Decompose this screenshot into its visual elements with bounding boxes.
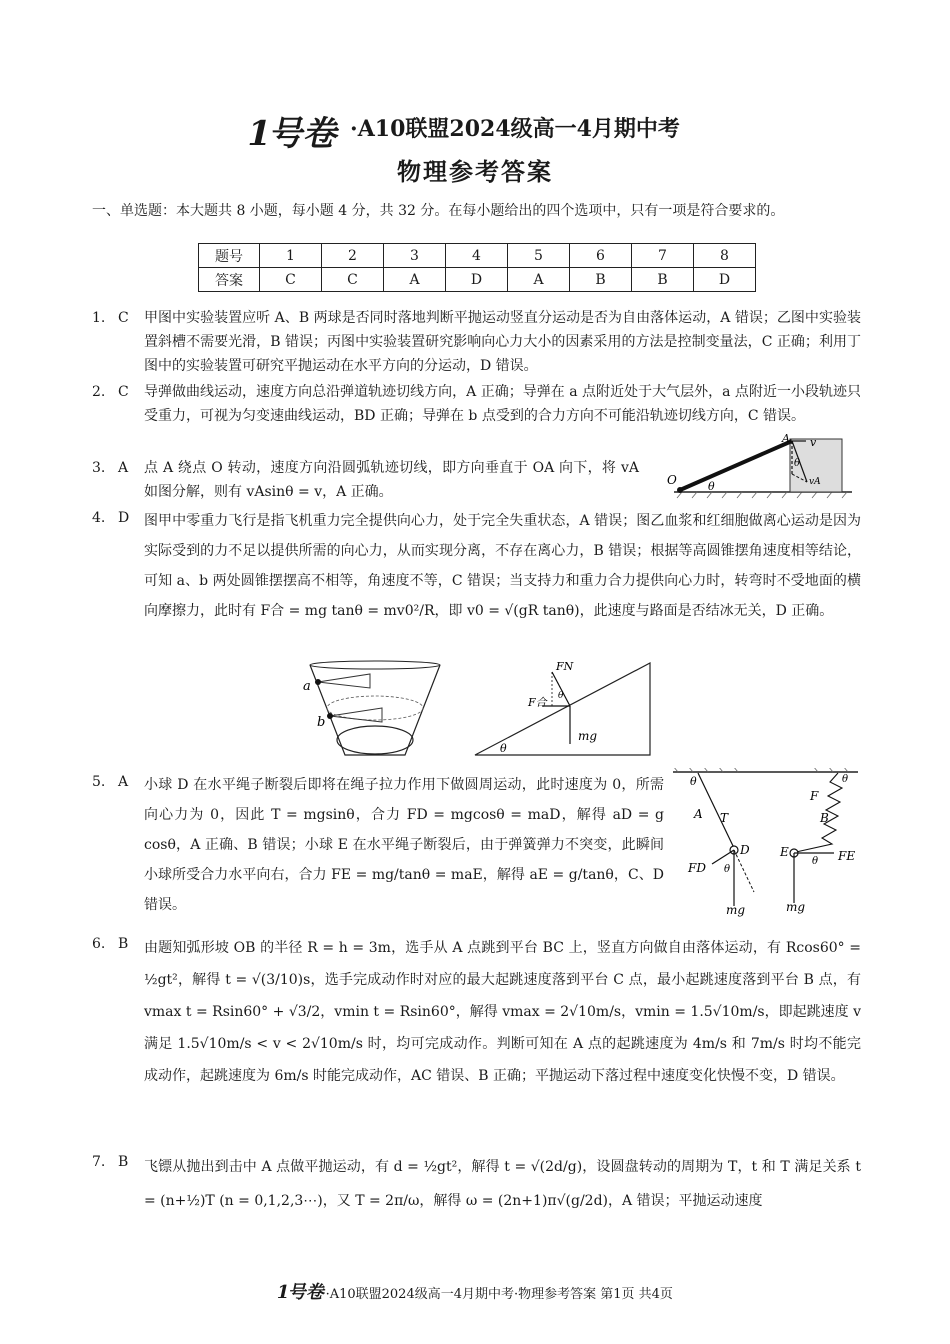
- table-cell: A: [508, 268, 570, 292]
- table-cell: 4: [446, 244, 508, 268]
- table-cell: 8: [694, 244, 756, 268]
- label-theta-2: θ: [558, 691, 564, 701]
- label-theta: θ: [500, 742, 507, 755]
- section-heading: 一、单选题：本大题共 8 小题，每小题 4 分，共 32 分。在每小题给出的四个选项中，只有一项是符合要求的。: [92, 203, 785, 219]
- label-vA: vA: [809, 477, 821, 487]
- table-cell: 3: [384, 244, 446, 268]
- label-FN: FN: [556, 660, 574, 673]
- table-cell: D: [694, 268, 756, 292]
- page-footer: [0, 1278, 950, 1304]
- footer-text: ·A10联盟2024级高一4月期中考·物理参考答案 第1页 共4页: [325, 1287, 673, 1302]
- table-cell: 6: [570, 244, 632, 268]
- table-cell: A: [384, 268, 446, 292]
- label-theta-E: θ: [812, 856, 819, 867]
- label-theta-rope: θ: [690, 775, 697, 788]
- label-T: T: [720, 811, 729, 825]
- table-cell: B: [570, 268, 632, 292]
- label-theta: θ: [794, 458, 801, 469]
- table-cell: 1: [260, 244, 322, 268]
- label-F: F: [810, 789, 819, 803]
- label-E: E: [780, 845, 789, 859]
- label-v: v: [810, 436, 817, 449]
- figure-banked-turn: [470, 658, 660, 758]
- label-D: D: [740, 843, 750, 857]
- page-title: ·A10联盟2024级高一4月期中考: [350, 116, 680, 142]
- label-theta-spring: θ: [842, 774, 849, 785]
- table-cell: C: [322, 268, 384, 292]
- table-row: [199, 244, 756, 268]
- label-theta-base: θ: [708, 480, 715, 493]
- figure-rope-spring: [668, 768, 863, 918]
- label-Fhe: F合: [528, 696, 547, 709]
- logo-text: 1号卷: [243, 114, 344, 154]
- table-cell: C: [260, 268, 322, 292]
- table-header-cell: 答案: [199, 268, 260, 292]
- table-row: [199, 268, 756, 292]
- table-cell: B: [632, 268, 694, 292]
- label-B: B: [820, 811, 829, 825]
- table-header-cell: 题号: [199, 244, 260, 268]
- label-a: a: [303, 679, 311, 694]
- label-A: A: [782, 432, 790, 445]
- label-O: O: [667, 473, 677, 487]
- table-cell: 7: [632, 244, 694, 268]
- label-b: b: [317, 715, 326, 730]
- page-subtitle: 物理参考答案: [397, 157, 553, 186]
- label-mg: mg: [578, 729, 598, 743]
- label-FE: FE: [838, 849, 856, 863]
- table-cell: 2: [322, 244, 384, 268]
- label-FD: FD: [688, 861, 706, 875]
- footer-logo: 1号卷: [274, 1282, 328, 1303]
- table-cell: 5: [508, 244, 570, 268]
- table-cell: D: [446, 268, 508, 292]
- label-mg-E: mg: [786, 900, 806, 914]
- figure-rotating-rod: [662, 432, 857, 500]
- label-theta-D: θ: [724, 864, 731, 875]
- label-mg-D: mg: [726, 903, 746, 917]
- label-A: A: [694, 807, 703, 821]
- answer-table: [198, 243, 756, 292]
- figure-conical-pendulum: [300, 660, 450, 765]
